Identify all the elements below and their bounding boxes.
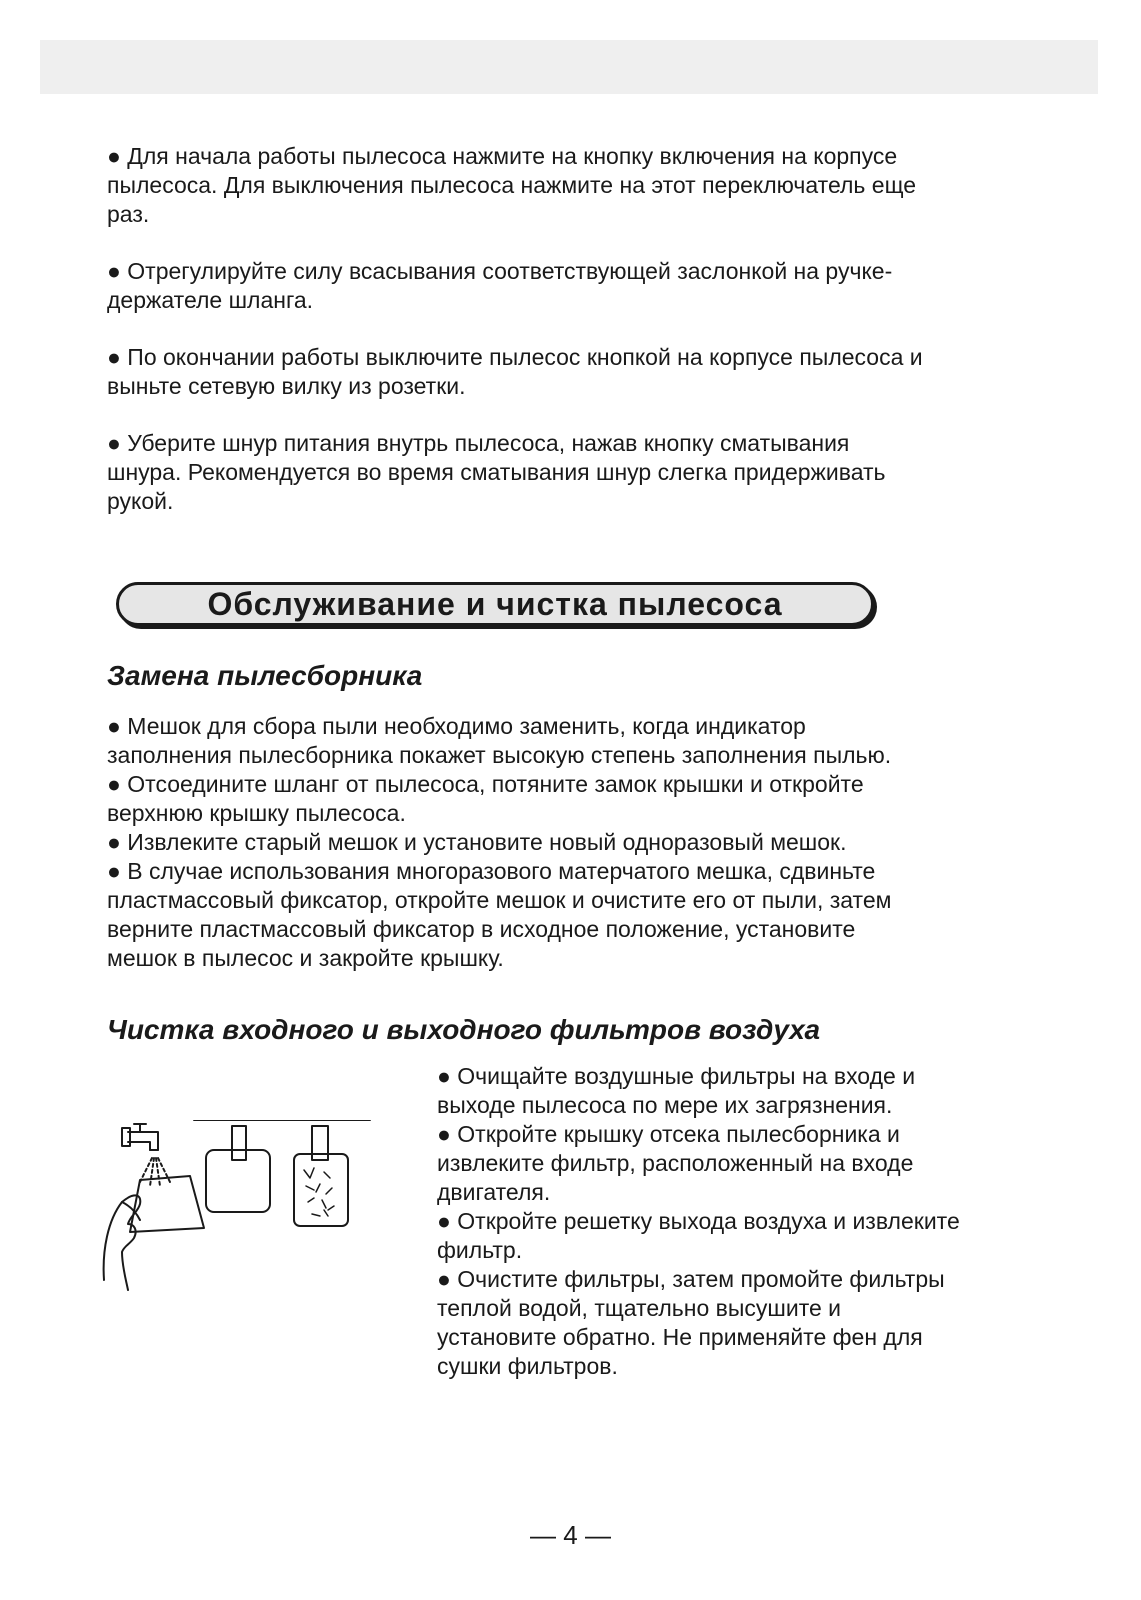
intro-item-cord: ● Уберите шнур питания внутрь пылесоса, нажав кнопку сматывания шнура. Рекомендуется во время сматывания шнур слегка придерживать рукой. [107, 430, 886, 514]
filters-instructions: ● Очищайте воздушные фильтры на входе и выходе пылесоса по мере их загрязнения. ● Откройте крышку отсека пылесборника и извлеките фильтр, расположенный на входе двигателя. ● Откройте решетку выхода воздуха и извлеките фильтр. ● Очистите фильтры, затем промойте фильтры теплой водой, тщательно высушите и установите обратно. Не применяйте фен для сушки фильтров. [437, 1063, 960, 1379]
dust-bag-instructions: ● Мешок для сбора пыли необходимо заменить, когда индикатор заполнения пылесборника покажет высокую степень заполнения пылью. ● Отсоедините шланг от пылесоса, потяните замок крышки и откройте верхнюю крышку пылесоса. ● Извлеките старый мешок и установите новый одноразовый мешок. ● В случае использования многоразового матерчатого мешка, сдвиньте пластмассовый фиксатор, откройте мешок и очистите его от пыли, затем верните пластмассовый фиксатор в исходное положение, установите мешок в пылесос и закройте крышку. [107, 713, 892, 971]
intro-item-suction: ● Отрегулируйте силу всасывания соответствующей заслонкой на ручке- держателе шланга. [107, 258, 893, 313]
dust-bag-heading: Замена пылесборника [107, 660, 423, 691]
intro-item-power: ● Для начала работы пылесоса нажмите на кнопку включения на корпусе пылесоса. Для выключения пылесоса нажмите на этот переключатель еще раз. [107, 143, 917, 227]
filters-heading: Чистка входного и выходного фильтров воздуха [107, 1014, 821, 1045]
filter-washing-drying-illustration-icon [100, 1120, 390, 1310]
section-title: Обслуживание и чистка пылесоса [207, 585, 783, 622]
section-title-banner [116, 582, 874, 626]
intro-item-switch-off: ● По окончании работы выключите пылесос кнопкой на корпусе пылесоса и выньте сетевую вилку из розетки. [107, 344, 923, 399]
page-number: — 4 — [530, 1520, 611, 1550]
page-header-band [40, 40, 1098, 94]
